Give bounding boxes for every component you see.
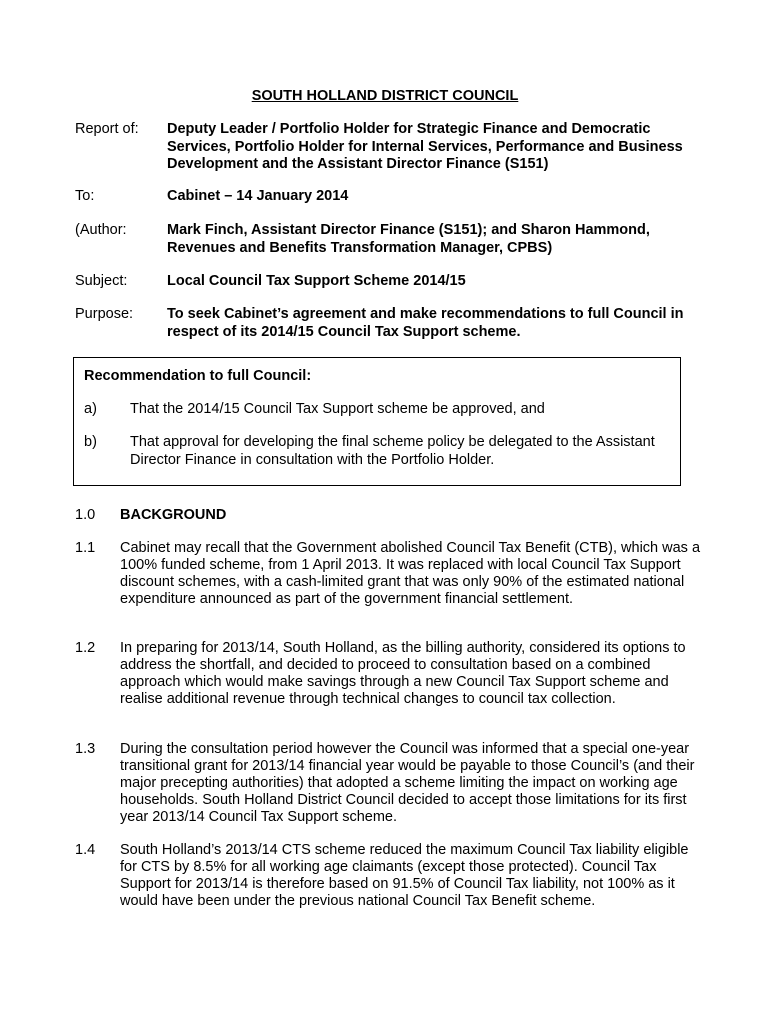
paragraph-number: 1.3 <box>75 741 96 757</box>
report-of-label: Report of: <box>75 121 139 137</box>
section-title: BACKGROUND <box>120 507 227 523</box>
recommendation-heading: Recommendation to full Council: <box>84 368 312 384</box>
recommendation-item-text: That the 2014/15 Council Tax Support scheme be approved, and <box>130 401 545 417</box>
recommendation-item-text: That approval for developing the final scheme policy be delegated to the Assistant Director Finance in consultation with the Portfolio Holder. <box>130 434 655 468</box>
paragraph-text: Cabinet may recall that the Government abolished Council Tax Benefit (CTB), which was a 100% funded scheme, from 1 April 2013. It was replaced with local Council Tax Support discount schemes, with a cash-limited grant that was only 90% of the estimated national expenditure announced as part of the government financial settlement. <box>120 540 701 607</box>
subject-label: Subject: <box>75 273 128 289</box>
recommendation-item-letter: b) <box>84 434 97 450</box>
recommendation-box <box>73 357 681 486</box>
paragraph-number: 1.2 <box>75 640 96 656</box>
paragraph-text: In preparing for 2013/14, South Holland, as the billing authority, considered its options to address the shortfall, and decided to proceed to consultation based on a combined approach which would make savings through a new Council Tax Support scheme and realise additional revenue through technical changes to council tax collection. <box>120 640 686 707</box>
paragraph-number: 1.4 <box>75 842 96 858</box>
to-label: To: <box>75 188 95 204</box>
paragraph-number: 1.1 <box>75 540 96 556</box>
section-number: 1.0 <box>75 507 96 523</box>
purpose-label: Purpose: <box>75 306 134 322</box>
to-value: Cabinet – 14 January 2014 <box>167 188 349 204</box>
purpose-value: To seek Cabinet’s agreement and make recommendations to full Council in respect of its 2014/15 Council Tax Support scheme. <box>167 306 684 340</box>
author-value: Mark Finch, Assistant Director Finance (S151); and Sharon Hammond, Revenues and Benefits Transformation Manager, CPBS) <box>167 222 650 256</box>
paragraph-text: During the consultation period however the Council was informed that a special one-year transitional grant for 2013/14 financial year would be payable to those Council’s (and their major precepting authorities) that adopted a scheme limiting the impact on working age households. South Holland District Council decided to accept those limitations for its first year 2013/14 Council Tax Support scheme. <box>120 741 695 825</box>
author-label: (Author: <box>75 222 127 238</box>
page-title: SOUTH HOLLAND DISTRICT COUNCIL <box>251 88 519 104</box>
subject-value: Local Council Tax Support Scheme 2014/15 <box>167 273 466 289</box>
report-of-value: Deputy Leader / Portfolio Holder for Strategic Finance and Democratic Services, Portfolio Holder for Internal Services, Performance and Business Development and the Assistant Director Finance (S151) <box>167 121 683 172</box>
recommendation-item-letter: a) <box>84 401 97 417</box>
paragraph-text: South Holland’s 2013/14 CTS scheme reduced the maximum Council Tax liability eligible for CTS by 8.5% for all working age claimants (except those protected). Council Tax Support for 2013/14 is therefore based on 91.5% of Council Tax liability, not 100% as it would have been under the previous national Council Tax Benefit scheme. <box>120 842 689 909</box>
